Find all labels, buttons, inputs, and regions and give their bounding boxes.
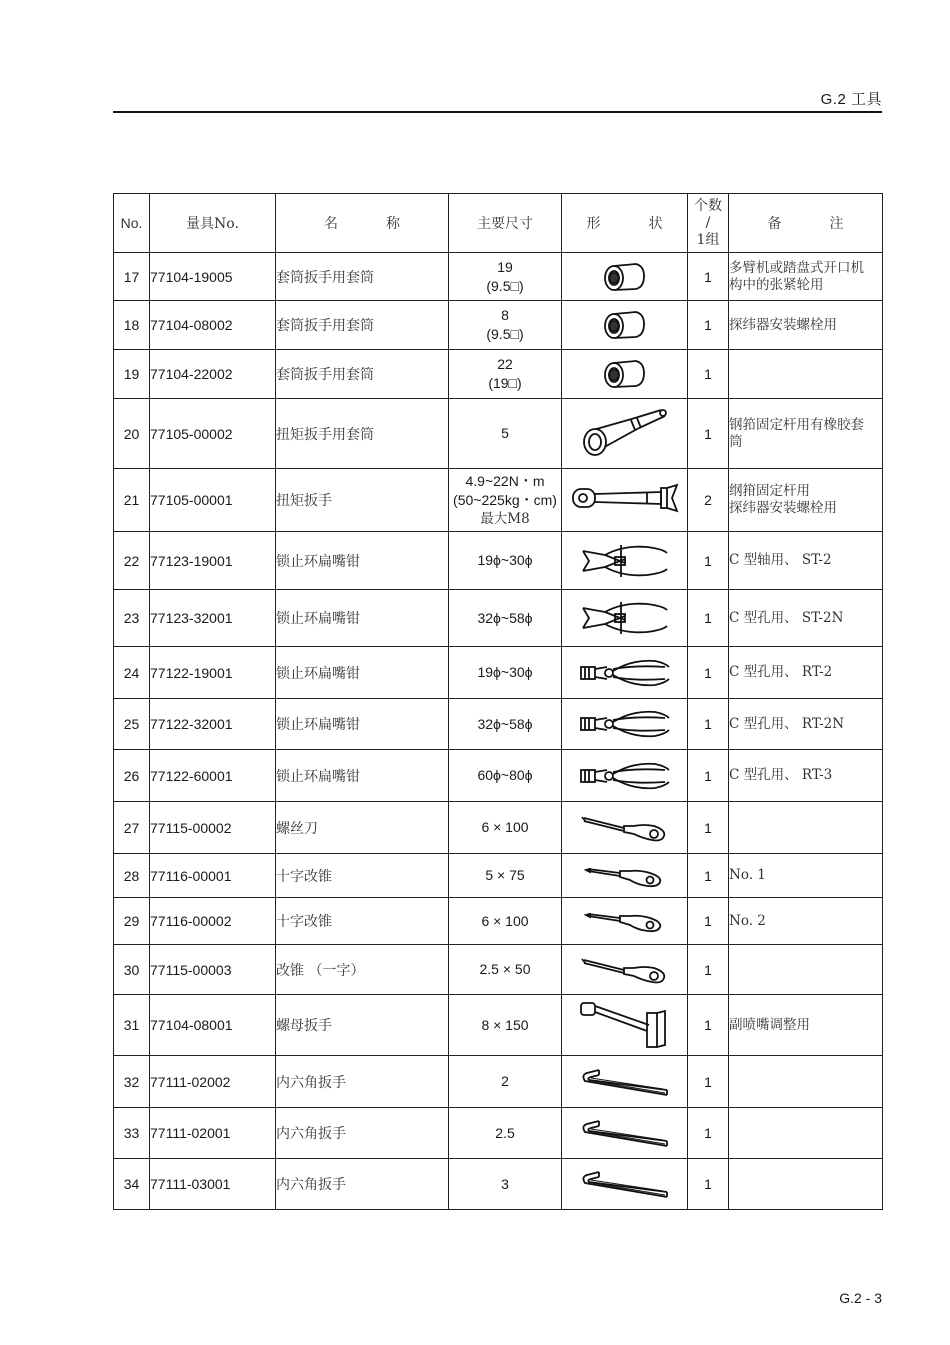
cell-remark	[729, 945, 883, 995]
table-row	[114, 532, 883, 590]
cell-qty: 2	[688, 469, 729, 532]
cell-shape	[562, 469, 688, 532]
size-line-1: 8 × 150	[481, 1016, 529, 1033]
cell-qty: 1	[688, 1108, 729, 1159]
cell-size	[449, 253, 562, 301]
table-row	[114, 945, 883, 995]
size-line-1: 22	[497, 356, 513, 372]
cell-code: 77105-00001	[150, 469, 276, 532]
table-row	[114, 1056, 883, 1108]
cell-remark	[729, 399, 883, 469]
cell-no: 28	[114, 854, 150, 898]
cell-name: 十字改锥	[276, 898, 449, 945]
cell-name: 锁止环扁嘴钳	[276, 750, 449, 802]
cell-no: 19	[114, 350, 150, 399]
remark-line-1: C 型孔用、 RT-2	[729, 664, 833, 680]
remark-line-1: 探纬器安装螺栓用	[729, 316, 837, 333]
cell-qty: 1	[688, 301, 729, 350]
cell-name: 套筒扳手用套筒	[276, 350, 449, 399]
remark-line-2: 探纬器安装螺栓用	[729, 500, 837, 516]
cell-size	[449, 945, 562, 995]
table-row	[114, 350, 883, 399]
phillips-screwdriver-icon	[562, 861, 687, 891]
cell-shape	[562, 750, 688, 802]
cell-qty: 1	[688, 945, 729, 995]
col-header-qty: 个数 / 1组	[688, 194, 729, 253]
cell-remark	[729, 253, 883, 301]
cell-code: 77104-08002	[150, 301, 276, 350]
col-header-no: No.	[114, 194, 150, 253]
cell-name: 扭矩扳手用套筒	[276, 399, 449, 469]
socket-icon	[562, 260, 687, 294]
snap-ring-plier-hole-icon	[562, 758, 687, 794]
cell-shape	[562, 590, 688, 647]
cell-name: 锁止环扁嘴钳	[276, 647, 449, 699]
table-row	[114, 469, 883, 532]
cell-name: 螺丝刀	[276, 802, 449, 854]
cell-no: 22	[114, 532, 150, 590]
cell-code: 77115-00002	[150, 802, 276, 854]
cell-code: 77116-00002	[150, 898, 276, 945]
phillips-screwdriver-icon	[562, 906, 687, 936]
table-row	[114, 854, 883, 898]
table-row	[114, 399, 883, 469]
cell-no: 31	[114, 995, 150, 1056]
cell-size	[449, 854, 562, 898]
cell-remark	[729, 898, 883, 945]
cell-remark	[729, 301, 883, 350]
cell-shape	[562, 854, 688, 898]
cell-no: 21	[114, 469, 150, 532]
remark-line-1: No. 2	[729, 912, 766, 929]
cell-remark	[729, 995, 883, 1056]
cell-size	[449, 350, 562, 399]
remark-line-1: C 型孔用、 RT-3	[729, 767, 833, 783]
t-wrench-icon	[562, 999, 687, 1051]
cell-code: 77123-32001	[150, 590, 276, 647]
cell-qty: 1	[688, 350, 729, 399]
cell-size	[449, 301, 562, 350]
size-line-1: 32ϕ~58ϕ	[477, 715, 533, 732]
cell-qty: 1	[688, 802, 729, 854]
remark-line-1: 多臂机或踏盘式开口机	[729, 259, 864, 276]
cell-name: 锁止环扁嘴钳	[276, 699, 449, 750]
cell-no: 29	[114, 898, 150, 945]
cell-code: 77105-00002	[150, 399, 276, 469]
cell-remark	[729, 854, 883, 898]
table-row	[114, 802, 883, 854]
cell-remark	[729, 647, 883, 699]
cell-no: 20	[114, 399, 150, 469]
screwdriver-icon	[562, 812, 687, 844]
cell-shape	[562, 802, 688, 854]
cell-no: 27	[114, 802, 150, 854]
socket-icon	[562, 308, 687, 342]
cell-shape	[562, 399, 688, 469]
col-header-shape: 形 状	[562, 194, 688, 253]
cell-no: 30	[114, 945, 150, 995]
size-line-2: (9.5□)	[486, 277, 524, 294]
snap-ring-plier-hole-icon	[562, 706, 687, 742]
remark-line-1: No. 1	[729, 867, 766, 883]
cell-qty: 1	[688, 898, 729, 945]
cell-no: 23	[114, 590, 150, 647]
header-rule	[113, 111, 882, 113]
table-row	[114, 647, 883, 699]
remark-line-1: 钢筘固定杆用有橡胶套	[729, 416, 864, 433]
cell-no: 17	[114, 253, 150, 301]
cell-code: 77111-02002	[150, 1056, 276, 1108]
cell-shape	[562, 350, 688, 399]
table-row	[114, 301, 883, 350]
cell-no: 32	[114, 1056, 150, 1108]
size-line-1: 5	[501, 425, 509, 441]
remark-line-1: C 型轴用、 ST-2	[729, 552, 832, 568]
cell-name: 十字改锥	[276, 854, 449, 898]
cell-remark	[729, 1159, 883, 1210]
cell-size	[449, 469, 562, 532]
cell-shape	[562, 532, 688, 590]
remark-line-2: 构中的张紧轮用	[729, 276, 824, 293]
cell-shape	[562, 1108, 688, 1159]
socket-icon	[562, 357, 687, 391]
cell-no: 26	[114, 750, 150, 802]
col-header-size: 主要尺寸	[449, 194, 562, 253]
cell-code: 77111-03001	[150, 1159, 276, 1210]
table-row	[114, 1159, 883, 1210]
size-line-1: 6 × 100	[481, 819, 529, 835]
col-header-remark: 备 注	[729, 194, 883, 253]
cell-code: 77111-02001	[150, 1108, 276, 1159]
cell-name: 内六角扳手	[276, 1056, 449, 1108]
size-line-1: 6 × 100	[481, 912, 529, 929]
cell-qty: 1	[688, 1159, 729, 1210]
cell-remark	[729, 469, 883, 532]
size-line-1: 19ϕ~30ϕ	[477, 552, 533, 568]
cell-name: 套筒扳手用套筒	[276, 253, 449, 301]
cell-size	[449, 399, 562, 469]
cell-remark	[729, 590, 883, 647]
cell-size	[449, 647, 562, 699]
cell-remark	[729, 750, 883, 802]
cell-no: 18	[114, 301, 150, 350]
page-header-title: G.2 工具	[820, 91, 882, 108]
snap-ring-plier-shaft-icon	[562, 598, 687, 638]
size-line-3: 最大M8	[480, 510, 530, 527]
table-row	[114, 750, 883, 802]
cell-shape	[562, 995, 688, 1056]
cell-remark	[729, 1056, 883, 1108]
cell-size	[449, 995, 562, 1056]
cell-qty: 1	[688, 699, 729, 750]
cell-qty: 1	[688, 854, 729, 898]
size-line-1: 60ϕ~80ϕ	[477, 767, 533, 783]
size-line-1: 19	[497, 258, 513, 275]
size-line-1: 8	[501, 307, 509, 323]
table-row	[114, 699, 883, 750]
cell-code: 77122-32001	[150, 699, 276, 750]
cell-no: 25	[114, 699, 150, 750]
cell-qty: 1	[688, 399, 729, 469]
table-row	[114, 590, 883, 647]
cell-code: 77104-08001	[150, 995, 276, 1056]
cell-size	[449, 699, 562, 750]
cell-code: 77122-60001	[150, 750, 276, 802]
cell-size	[449, 898, 562, 945]
remark-line-1: C 型孔用、 RT-2N	[729, 715, 845, 732]
size-line-1: 3	[501, 1175, 509, 1192]
cell-qty: 1	[688, 995, 729, 1056]
cell-shape	[562, 699, 688, 750]
col-header-name: 名 称	[276, 194, 449, 253]
hex-key-icon	[562, 1167, 687, 1201]
cell-size	[449, 1056, 562, 1108]
table-row	[114, 253, 883, 301]
cell-shape	[562, 301, 688, 350]
remark-line-1: C 型孔用、 ST-2N	[729, 609, 844, 626]
hex-key-icon	[562, 1116, 687, 1150]
cell-remark	[729, 1108, 883, 1159]
size-line-1: 2.5	[495, 1124, 515, 1141]
cell-name: 螺母扳手	[276, 995, 449, 1056]
cell-shape	[562, 898, 688, 945]
cell-remark	[729, 350, 883, 399]
cell-shape	[562, 253, 688, 301]
cell-code: 77104-22002	[150, 350, 276, 399]
remark-line-1: 副喷嘴调整用	[729, 1016, 810, 1033]
table-row	[114, 995, 883, 1056]
cell-code: 77116-00001	[150, 854, 276, 898]
cell-shape	[562, 647, 688, 699]
cell-code: 77123-19001	[150, 532, 276, 590]
cell-size	[449, 750, 562, 802]
table-header-row	[114, 194, 883, 253]
cell-no: 34	[114, 1159, 150, 1210]
cell-name: 扭矩扳手	[276, 469, 449, 532]
size-line-1: 4.9~22N・m	[465, 472, 545, 489]
cell-size	[449, 802, 562, 854]
size-line-1: 2.5 × 50	[479, 961, 531, 977]
cell-size	[449, 590, 562, 647]
size-line-1: 2	[501, 1073, 509, 1089]
cell-qty: 1	[688, 253, 729, 301]
cell-no: 33	[114, 1108, 150, 1159]
snap-ring-plier-shaft-icon	[562, 541, 687, 581]
cell-size	[449, 1159, 562, 1210]
remark-line-2: 筒	[729, 433, 743, 450]
tools-table	[113, 193, 883, 1210]
cell-no: 24	[114, 647, 150, 699]
size-line-2: (50~225kg・cm)	[453, 491, 557, 508]
table-row	[114, 898, 883, 945]
cell-code: 77122-19001	[150, 647, 276, 699]
torque-wrench-icon	[562, 483, 687, 517]
cell-remark	[729, 532, 883, 590]
hex-key-icon	[562, 1065, 687, 1099]
table-row	[114, 1108, 883, 1159]
size-line-1: 5 × 75	[485, 867, 525, 883]
cell-name: 内六角扳手	[276, 1108, 449, 1159]
long-socket-icon	[562, 406, 687, 462]
snap-ring-plier-hole-icon	[562, 655, 687, 691]
size-line-2: (19□)	[488, 375, 522, 391]
page-number: G.2 - 3	[839, 1290, 882, 1306]
cell-shape	[562, 1159, 688, 1210]
size-line-1: 19ϕ~30ϕ	[477, 664, 533, 680]
cell-name: 内六角扳手	[276, 1159, 449, 1210]
cell-name: 锁止环扁嘴钳	[276, 532, 449, 590]
cell-code: 77115-00003	[150, 945, 276, 995]
cell-size	[449, 532, 562, 590]
cell-qty: 1	[688, 750, 729, 802]
size-line-1: 32ϕ~58ϕ	[477, 609, 533, 626]
cell-qty: 1	[688, 590, 729, 647]
cell-remark	[729, 802, 883, 854]
cell-name: 锁止环扁嘴钳	[276, 590, 449, 647]
cell-remark	[729, 699, 883, 750]
cell-shape	[562, 1056, 688, 1108]
cell-qty: 1	[688, 647, 729, 699]
size-line-2: (9.5□)	[486, 326, 524, 342]
col-header-code: 量具No.	[150, 194, 276, 253]
screwdriver-icon	[562, 954, 687, 986]
cell-qty: 1	[688, 1056, 729, 1108]
cell-name: 套筒扳手用套筒	[276, 301, 449, 350]
cell-name: 改锥 （一字）	[276, 945, 449, 995]
cell-shape	[562, 945, 688, 995]
cell-qty: 1	[688, 532, 729, 590]
cell-code: 77104-19005	[150, 253, 276, 301]
remark-line-1: 纲箝固定杆用	[729, 483, 810, 499]
cell-size	[449, 1108, 562, 1159]
